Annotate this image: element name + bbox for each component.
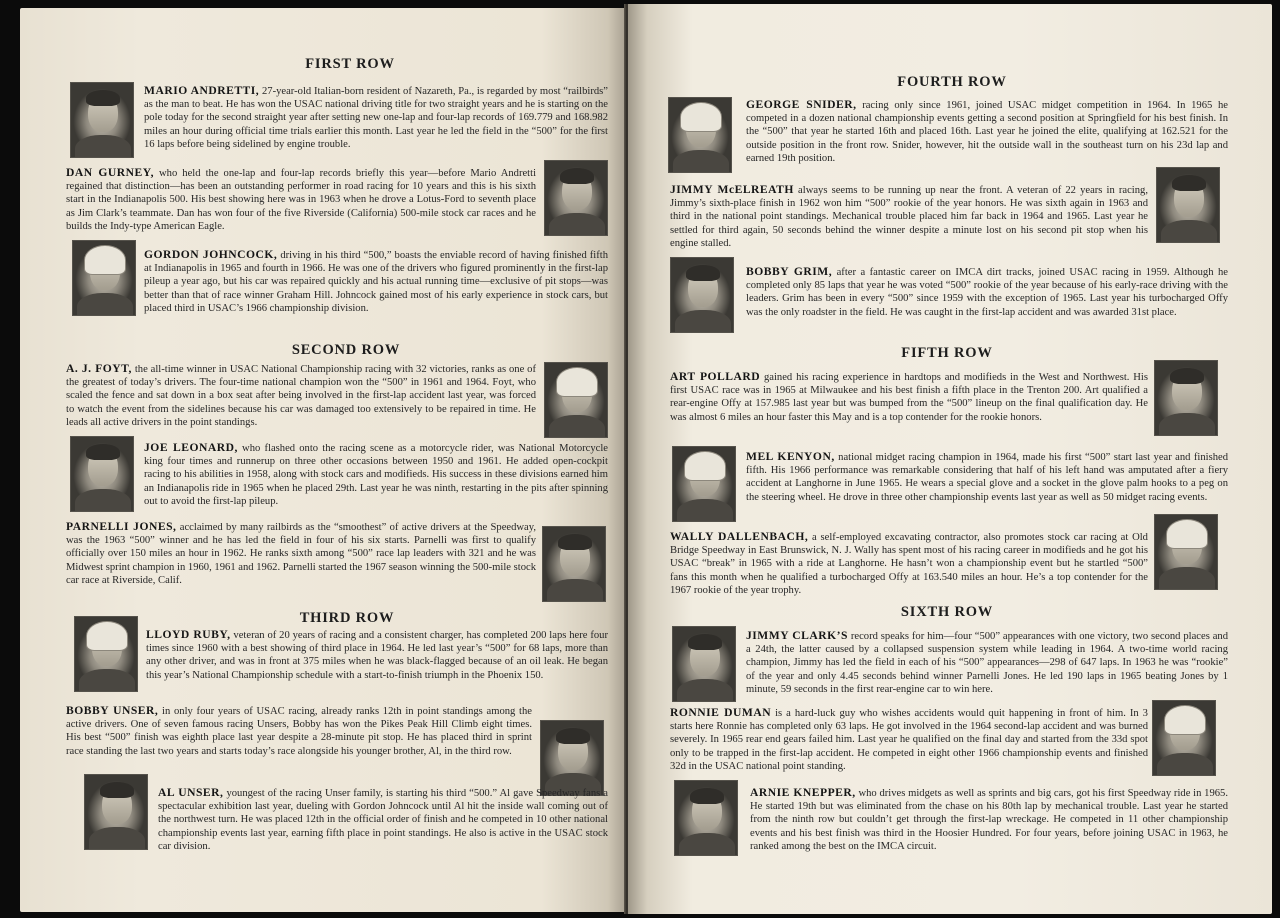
driver-entry-duman: [670, 706, 1148, 773]
driver-photo-dallenbach: [1154, 514, 1218, 590]
driver-bio: who drives midgets as well as sprints and big cars, got his first Speedway ride in 1965. He started 19th but was eliminated from the chase on his 80th lap by mechanical trouble. Last year he started from the ninth row but couldn’t get through the first-lap wreckage. He competed in 11 other championship events and his best finish was third in the Hoosier Hundred. For four years, before joining USAC in 1963, he ranked among the best on the IMCA circuit.: [750, 788, 1228, 852]
driver-bio: racing only since 1961, joined USAC midget competition in 1964. In 1965 he competed in a dozen national championship events getting a second position at Springfield for his best finish. In the “500” that year he started 16th and placed 16th. Last year he joined the elite, qualifying at 162.521 for the outside position in the front row. Snider, however, hit the outside wall in the southeast turn on his 23d lap and earned 19th position.: [746, 100, 1228, 164]
driver-entry-gurney: [66, 166, 536, 233]
driver-entry-mcelreath: [670, 183, 1148, 250]
driver-photo-foyt: [544, 362, 608, 438]
driver-entry-ruby: [146, 628, 608, 682]
driver-photo-clark: [672, 626, 736, 702]
section-title-fifth-row: FIFTH ROW: [901, 345, 993, 361]
driver-name: GEORGE SNIDER,: [746, 98, 857, 111]
driver-name: MARIO ANDRETTI,: [144, 84, 260, 97]
driver-photo-kenyon: [672, 446, 736, 522]
driver-name: ARNIE KNEPPER,: [750, 786, 856, 799]
driver-entry-andretti: [144, 84, 608, 151]
driver-name: BOBBY UNSER,: [66, 704, 159, 717]
driver-entry-parnelli-jones: [66, 520, 536, 587]
driver-entry-snider: [746, 98, 1228, 165]
driver-bio: in only four years of USAC racing, already ranks 12th in point standings among the active drivers. One of seven famous racing Unsers, Bobby has won the Pikes Peak Hill Climb eight times. His best “500” finish was eighth place last year despite a 28-minute pit stop. He has placed third in sprint race standing the last two years and starts today’s race alongside his younger brother, Al, in the third row.: [66, 706, 532, 757]
driver-name: JOE LEONARD,: [144, 441, 238, 454]
driver-bio: veteran of 20 years of racing and a consistent charger, has completed 200 laps here four times since 1960 with a best showing of third place in 1964. He led last year’s “500” for 68 laps, more than any other driver, and was in front at 375 miles when he was black-flagged because of an oil leak. He began this year’s National Championship schedule with a start-to-finish triumph in the Phoenix 150.: [146, 630, 608, 681]
driver-entry-johncock: [144, 248, 608, 315]
section-title-fourth-row: FOURTH ROW: [897, 74, 1007, 90]
driver-bio: the all-time winner in USAC National Championship racing with 32 victories, ranks as one of the greatest of today’s drivers. The four-time national champion won the “500” in 1961 and 1964. Foyt, who scaled the fence and sat down in a box seat after being involved in the first-lap accident last year, was forced to watch the event from the sidelines because his car was damaged too extensively to be repaired in time. He leads all active drivers in the point standings.: [66, 364, 536, 428]
driver-bio: acclaimed by many railbirds as the “smoothest” of active drivers at the Speedway, was the 1963 “500” winner and he has led the field in four of his six starts. Parnelli was first to qualify officially over 150 miles an hour in 1962. He ranks sixth among “500” race lap leaders with 321 and he was Midwest sprint champion in 1960, 1961 and 1962. Parnelli started the 1967 season winning the 500-mile stock car race at Riverside, Calif.: [66, 522, 536, 586]
driver-name: JIMMY CLARK’S: [746, 629, 848, 642]
driver-bio: who held the one-lap and four-lap records briefly this year—before Mario Andretti regained that distinction—has been an outstanding performer in road racing for 10 years and this is his sixth start in the Indianapolis 500. His best showing here was in 1963 when he drove a Lotus-Ford to seventh place as Jim Clark’s teammate. Dan has won four of the five Riverside (California) 500-mile stock car races and he builds the Indy-type American Eagle.: [66, 168, 537, 232]
driver-bio: always seems to be running up near the front. A veteran of 22 years in racing, Jimmy’s sixth-place finish in 1962 won him “500” rookie of the year honors. He was sixth again in 1963 and third in the national point standings. Mechanical trouble placed him far back in 1964 and 1965. Last year he settled for third again, 50 seconds behind the winner despite a minute lost on his second pit stop when his engine stalled.: [670, 185, 1148, 249]
driver-name: LLOYD RUBY,: [146, 628, 231, 641]
driver-bio: who flashed onto the racing scene as a motorcycle rider, was National Motorcycle king four times and runnerup on three other occasions between 1950 and 1961. He added open-cockpit racing to his abilities in 1958, along with stock cars and modifieds. His success in these divisions earned him an Indianapolis ride in 1965 when he placed 29th. Last year he was ninth, restarting in the pits after spinning out to avoid the first-lap pileup.: [144, 443, 608, 507]
driver-name: DAN GURNEY,: [66, 166, 154, 179]
driver-name: ART POLLARD: [670, 370, 761, 383]
driver-photo-bobby-unser: [540, 720, 604, 796]
driver-photo-johncock: [72, 240, 136, 316]
driver-entry-al-unser: [158, 786, 608, 853]
driver-entry-dallenbach: [670, 530, 1148, 597]
driver-bio: record speaks for him—four “500” appearances with one victory, two second places and a 24th, the latter caused by a collapsed suspension system while leading in 1964. A two-time world racing champion, Jimmy has led the field in each of his “500” appearances—298 of 647 laps. In 1963 he was “rookie” of the year and only 4.45 seconds behind winner Parnelli Jones. He led 190 laps in 1965 beating Jones by 1 minute, 59 seconds in the first rear-engine car to win here.: [746, 631, 1229, 695]
driver-name: JIMMY McELREATH: [670, 183, 794, 196]
driver-bio: is a hard-luck guy who wishes accidents would quit happening in front of him. In 3 starts here Ronnie has completed only 63 laps. He got involved in the 1964 second-lap accident and was burned severely. In 1965 rear end gears failed him. Last year he qualified on the final day and started from the 33d spot only to be trapped in the first-lap accident. He competed in eight other 1966 championship events and finished 32d in the USAC national point standing.: [670, 708, 1148, 772]
section-title-sixth-row: SIXTH ROW: [900, 604, 994, 620]
driver-name: WALLY DALLENBACH,: [670, 530, 809, 543]
driver-photo-parnelli-jones: [542, 526, 606, 602]
driver-photo-snider: [668, 97, 732, 173]
driver-bio: gained his racing experience in hardtops and modifieds in the West and Northwest. His first USAC race was in 1965 at Milwaukee and his best finish a fifth place in the Trenton 200. Art qualified a rear-engine Offy at 157.985 last year but was bumped from the “500” lineup on the final qualification day. He was almost 6 miles an hour faster this May and is a top contender for the rookie honors.: [670, 372, 1148, 423]
driver-entry-foyt: [66, 362, 536, 429]
driver-name: RONNIE DUMAN: [670, 706, 772, 719]
driver-name: MEL KENYON,: [746, 450, 835, 463]
driver-entry-grim: [746, 265, 1228, 319]
section-title-first-row: FIRST ROW: [305, 56, 395, 72]
driver-entry-kenyon: [746, 450, 1228, 504]
driver-bio: after a fantastic career on IMCA dirt tracks, joined USAC racing in 1959. Although he completed only 85 laps that year he was voted “500” rookie of the year because of his early-race driving with the leaders. Grim has been in every “500” since 1959 with the exception of 1965. Last year his turbocharged Offy was the only roadster in the field. He was caught in the first-lap accident and was awarded 31st place.: [746, 267, 1228, 318]
driver-name: BOBBY GRIM,: [746, 265, 833, 278]
section-title-second-row: SECOND ROW: [291, 342, 401, 358]
driver-entry-leonard: [144, 441, 608, 508]
driver-photo-leonard: [70, 436, 134, 512]
driver-photo-pollard: [1154, 360, 1218, 436]
driver-photo-grim: [670, 257, 734, 333]
driver-entry-pollard: [670, 370, 1148, 424]
driver-bio: youngest of the racing Unser family, is starting his third “500.” Al gave Speedway fans a spectacular exhibition last year, dueling with Gordon Johncock until Al hit the inside wall coming out of the northwest turn. He was placed 12th in the official order of finish and he competed in 10 other national championship events last year, earning fifth place in point standings. He also is active in the USAC stock car division.: [158, 788, 608, 852]
driver-photo-al-unser: [84, 774, 148, 850]
driver-bio: 27-year-old Italian-born resident of Nazareth, Pa., is regarded by most “railbirds” as the man to beat. He has won the USAC national driving title for two straight years and he is starting on the pole today for the second straight year after setting new one-lap and four-lap records of 169.779 and 168.982 miles an hour during official time trials earlier this month. Last year he led the field in the “500” for the first 16 laps before being sidelined by engine trouble.: [144, 86, 609, 150]
driver-photo-knepper: [674, 780, 738, 856]
driver-photo-gurney: [544, 160, 608, 236]
driver-entry-clark: [746, 629, 1228, 696]
driver-photo-andretti: [70, 82, 134, 158]
driver-bio: national midget racing champion in 1964, made his first “500” start last year and finished fifth. His 1966 performance was remarkable considering that half of his left hand was amputated after a fiery accident at Langhorne in June 1965. He wears a special glove and a socket in the glove palm hooks to a peg on the steering wheel. He drove in three other championship events last year as well as 50 midget racing events.: [746, 452, 1229, 503]
driver-name: AL UNSER,: [158, 786, 224, 799]
driver-name: PARNELLI JONES,: [66, 520, 177, 533]
driver-bio: driving in his third “500,” boasts the enviable record of having finished fifth at Indianapolis in 1965 and fourth in 1966. He was one of the drivers who figured prominently in the first-lap pileup a year ago, but his car was repaired quickly and his actual running time—exclusive of pit stops—was better than that of race winner Graham Hill. Johncock gained most of his early experience in stock cars, but placed third in USAC’s 1966 championship division.: [144, 250, 608, 314]
driver-photo-ruby: [74, 616, 138, 692]
driver-photo-mcelreath: [1156, 167, 1220, 243]
section-title-third-row: THIRD ROW: [299, 610, 395, 626]
driver-bio: a self-employed excavating contractor, also promotes stock car racing at Old Bridge Speedway in East Brunswick, N. J. Wally has spent most of his racing career in modifieds and he got his USAC “break” in 1965 with a ride at Langhorne. He hasn’t won a championship event but he startled “500” fans this month when he qualified a turbocharged Offy at 163.540 miles an hour. He’s a top contender for the 1967 rookie of the year trophy.: [670, 532, 1148, 596]
driver-entry-knepper: [750, 786, 1228, 853]
driver-name: GORDON JOHNCOCK,: [144, 248, 278, 261]
driver-photo-duman: [1152, 700, 1216, 776]
driver-entry-bobby-unser: [66, 704, 532, 758]
driver-name: A. J. FOYT,: [66, 362, 132, 375]
